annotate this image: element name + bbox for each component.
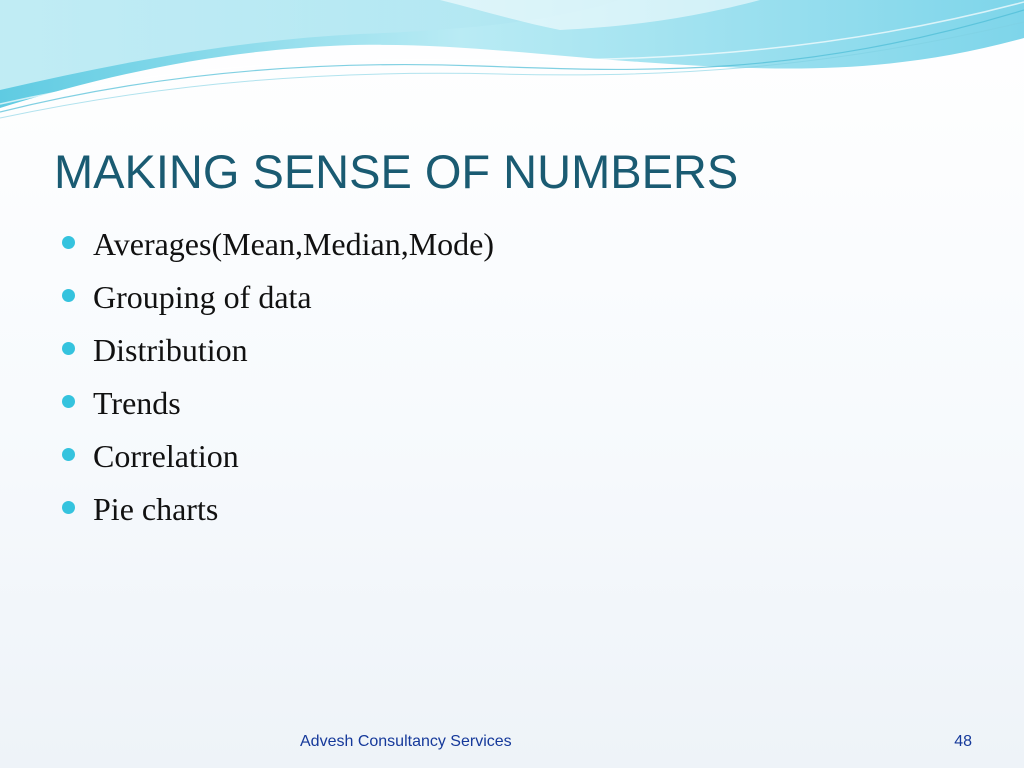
bullet-text: Pie charts [93,491,219,527]
bullet-item [62,218,494,271]
bullet-item [62,271,494,324]
slide-title: MAKING SENSE OF NUMBERS [54,145,739,198]
bullet-dot-icon [62,236,75,249]
page-number: 48 [954,733,972,750]
bullet-text: Correlation [93,438,239,474]
bullet-item [62,324,494,377]
bullet-list [62,218,494,536]
bullet-text: Trends [93,385,181,421]
bullet-dot-icon [62,342,75,355]
bullet-dot-icon [62,448,75,461]
header-wave-decoration [0,0,1024,130]
bullet-text: Averages(Mean,Median,Mode) [93,226,495,262]
bullet-dot-icon [62,289,75,302]
footer-text: Advesh Consultancy Services [300,733,512,750]
bullet-text: Distribution [93,332,248,368]
bullet-item [62,377,494,430]
bullet-item [62,430,494,483]
bullet-dot-icon [62,395,75,408]
bullet-dot-icon [62,501,75,514]
bullet-item [62,483,494,536]
bullet-text: Grouping of data [93,279,312,315]
